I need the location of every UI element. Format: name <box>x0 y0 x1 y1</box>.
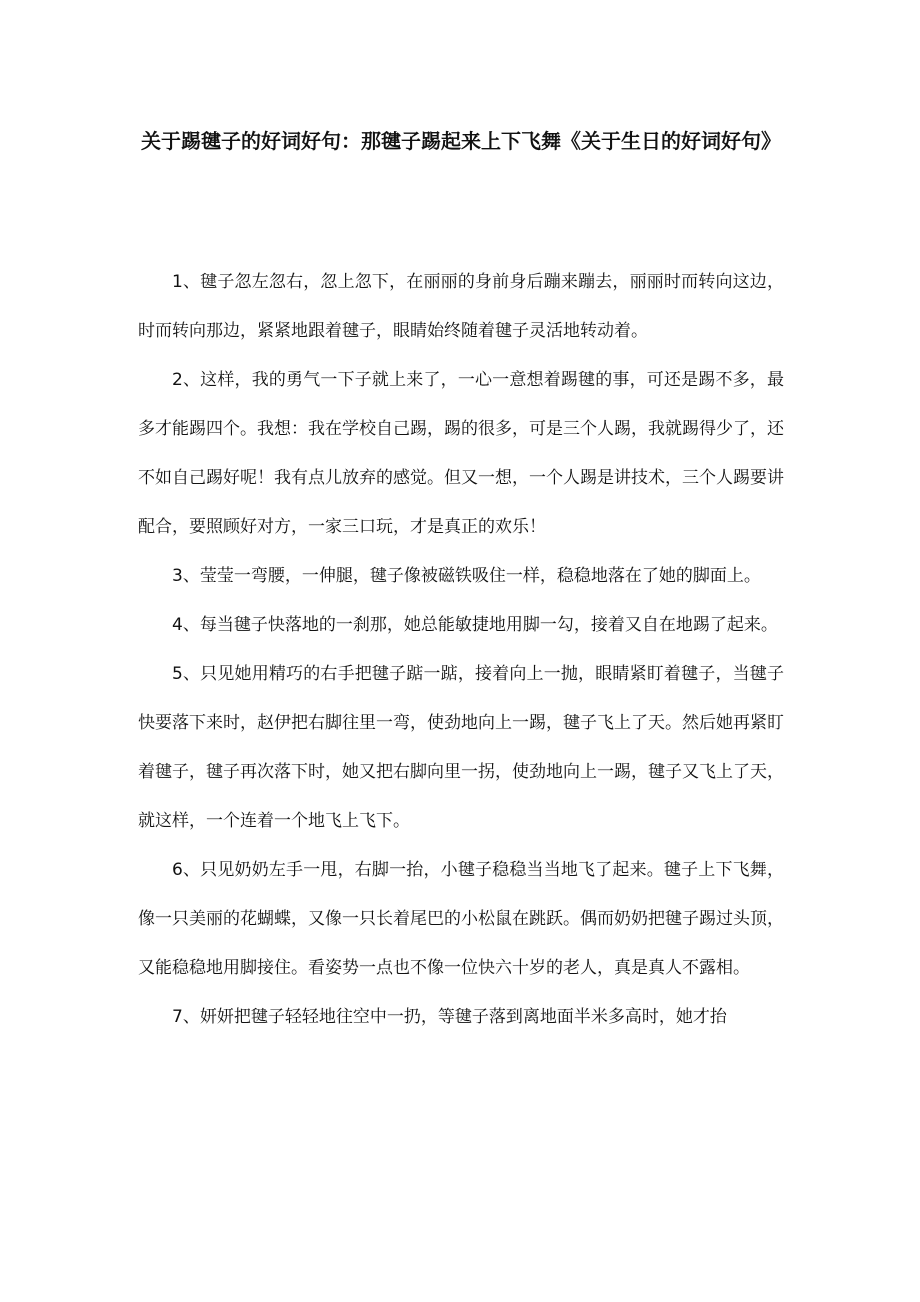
paragraph-2: 2、这样，我的勇气一下子就上来了，一心一意想着踢毽的事，可还是踢不多，最多才能踢四个。我想：我在学校自己踢，踢的很多，可是三个人踢，我就踢得少了，还不如自己踢好呢！我有点儿放弃的感觉。但又一想，一个人踢是讲技术，三个人踢要讲配合，要照顾好对方，一家三口玩，才是真正的欢乐！ <box>138 370 784 537</box>
paragraph-4: 4、每当毽子快落地的一刹那，她总能敏捷地用脚一勾，接着又自在地踢了起来。 <box>172 615 778 635</box>
document-title: 关于踢毽子的好词好句：那毽子踢起来上下飞舞《关于生日的好词好句》 <box>141 129 781 153</box>
paragraph-7: 7、妍妍把毽子轻轻地往空中一扔，等毽子落到离地面半米多高时，她才抬 <box>172 1007 727 1027</box>
paragraph-5: 5、只见她用精巧的右手把毽子踮一踮，接着向上一抛，眼睛紧盯着毽子，当毽子快要落下来时，赵伊把右脚往里一弯，使劲地向上一踢，毽子飞上了天。然后她再紧盯着毽子，毽子再次落下时，她又把右脚向里一拐，使劲地向上一踢，毽子又飞上了天，就这样，一个连着一个地飞上飞下。 <box>138 664 784 831</box>
paragraph-3: 3、莹莹一弯腰，一伸腿，毽子像被磁铁吸住一样，稳稳地落在了她的脚面上。 <box>172 566 761 586</box>
paragraph-1: 1、毽子忽左忽右，忽上忽下，在丽丽的身前身后蹦来蹦去，丽丽时而转向这边，时而转向那边，紧紧地跟着毽子，眼睛始终随着毽子灵活地转动着。 <box>138 272 784 341</box>
document-body <box>138 258 784 1042</box>
paragraph-6: 6、只见奶奶左手一甩，右脚一抬，小毽子稳稳当当地飞了起来。毽子上下飞舞，像一只美丽的花蝴蝶，又像一只长着尾巴的小松鼠在跳跃。偶而奶奶把毽子踢过头顶，又能稳稳地用脚接住。看姿势一点也不像一位快六十岁的老人，真是真人不露相。 <box>138 860 784 978</box>
